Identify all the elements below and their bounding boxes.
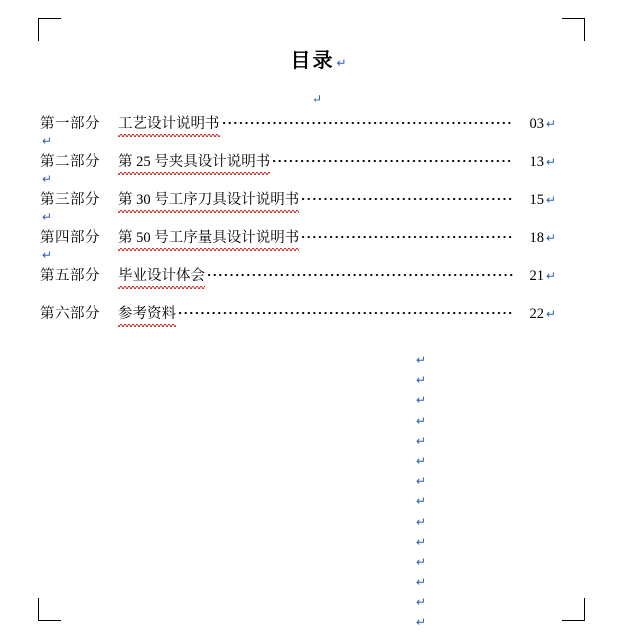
spellcheck-underline bbox=[118, 248, 299, 251]
toc-entry-text[interactable] bbox=[118, 226, 301, 247]
paragraph-mark-icon: ↵ bbox=[415, 494, 427, 509]
trailing-empty-paragraphs bbox=[411, 350, 431, 633]
spellcheck-underline bbox=[118, 324, 176, 327]
table-of-contents bbox=[40, 112, 560, 340]
paragraph-mark-icon: ↵ bbox=[546, 269, 557, 283]
toc-part-label: 第三部分 bbox=[40, 192, 100, 208]
paragraph-mark-icon: ↵ bbox=[415, 393, 427, 408]
leader-dot-row bbox=[273, 160, 513, 162]
toc-part-label: 第五部分 bbox=[40, 268, 100, 284]
paragraph-mark-icon: ↵ bbox=[415, 433, 427, 448]
toc-page-number: 13 bbox=[529, 154, 544, 170]
toc-entry-text[interactable] bbox=[118, 150, 272, 171]
toc-entry-text[interactable] bbox=[118, 264, 207, 285]
leader-dot-row bbox=[208, 274, 513, 276]
toc-spacer-paragraph bbox=[40, 325, 560, 340]
toc-entry-label: 参考资料 bbox=[118, 306, 176, 322]
toc-row[interactable] bbox=[40, 302, 560, 325]
toc-entry-label: 第 50 号工序量具设计说明书 bbox=[118, 230, 300, 246]
toc-row[interactable] bbox=[40, 112, 560, 135]
toc-spacer-paragraph bbox=[40, 135, 560, 150]
toc-part-label: 第六部分 bbox=[40, 306, 100, 322]
toc-page-number: 22 bbox=[529, 306, 544, 322]
toc-page-number: 15 bbox=[529, 192, 544, 208]
page-title-text: 目录 bbox=[290, 50, 335, 72]
toc-spacer-paragraph bbox=[40, 287, 560, 302]
toc-spacer-paragraph bbox=[40, 249, 560, 264]
paragraph-mark-icon: ↵ bbox=[415, 595, 427, 610]
toc-spacer-paragraph bbox=[40, 173, 560, 188]
toc-entry-label: 毕业设计体会 bbox=[118, 268, 205, 284]
toc-entry-text[interactable] bbox=[118, 188, 301, 209]
paragraph-mark-icon: ↵ bbox=[546, 307, 557, 321]
spellcheck-underline bbox=[118, 172, 270, 175]
leader-dot-row bbox=[179, 312, 513, 314]
crop-mark-bottom-right bbox=[562, 598, 585, 621]
paragraph-mark-icon: ↵ bbox=[336, 56, 349, 70]
paragraph-mark-icon: ↵ bbox=[546, 193, 557, 207]
toc-leader-dots bbox=[223, 114, 514, 128]
crop-mark-top-left bbox=[38, 18, 61, 41]
toc-entry-text[interactable] bbox=[118, 112, 222, 133]
leader-dot-row bbox=[223, 122, 514, 124]
paragraph-mark-icon: ↵ bbox=[415, 514, 427, 529]
crop-mark-top-right bbox=[562, 18, 585, 41]
toc-leader-dots bbox=[302, 190, 513, 204]
toc-entry-label: 第 30 号工序刀具设计说明书 bbox=[118, 192, 300, 208]
crop-mark-bottom-left bbox=[38, 598, 61, 621]
toc-page-number: 21 bbox=[529, 268, 544, 284]
paragraph-mark-icon: ↵ bbox=[546, 231, 557, 245]
paragraph-mark-icon: ↵ bbox=[546, 155, 557, 169]
toc-page-number: 03 bbox=[529, 116, 544, 132]
paragraph-mark-icon: ↵ bbox=[415, 413, 427, 428]
toc-row[interactable] bbox=[40, 188, 560, 211]
leader-dot-row bbox=[302, 198, 513, 200]
page-title bbox=[0, 44, 639, 73]
empty-paragraph-mark: ↵ bbox=[312, 92, 323, 106]
toc-leader-dots bbox=[179, 304, 513, 318]
paragraph-mark-icon: ↵ bbox=[546, 117, 557, 131]
toc-entry-label: 第 25 号夹具设计说明书 bbox=[118, 154, 271, 170]
toc-leader-dots bbox=[208, 266, 513, 280]
paragraph-mark-icon: ↵ bbox=[415, 453, 427, 468]
toc-part-label: 第四部分 bbox=[40, 230, 100, 246]
toc-leader-dots bbox=[302, 228, 513, 242]
toc-part-label: 第二部分 bbox=[40, 154, 100, 170]
paragraph-mark-icon: ↵ bbox=[415, 534, 427, 549]
toc-page-number: 18 bbox=[529, 230, 544, 246]
toc-entry-text[interactable] bbox=[118, 302, 178, 323]
paragraph-mark-icon: ↵ bbox=[415, 575, 427, 590]
toc-entry-label: 工艺设计说明书 bbox=[118, 116, 220, 132]
toc-part-label: 第一部分 bbox=[40, 116, 100, 132]
paragraph-mark-icon: ↵ bbox=[42, 172, 53, 186]
paragraph-mark-icon: ↵ bbox=[42, 248, 53, 262]
toc-row[interactable] bbox=[40, 226, 560, 249]
paragraph-mark-icon: ↵ bbox=[415, 373, 427, 388]
paragraph-mark-icon: ↵ bbox=[42, 210, 53, 224]
paragraph-mark-icon: ↵ bbox=[415, 554, 427, 569]
paragraph-mark-icon: ↵ bbox=[415, 353, 427, 367]
toc-row[interactable] bbox=[40, 150, 560, 173]
spellcheck-underline bbox=[118, 286, 205, 289]
paragraph-mark-icon: ↵ bbox=[415, 474, 427, 489]
paragraph-mark-icon: ↵ bbox=[42, 134, 53, 148]
paragraph-mark-icon: ↵ bbox=[415, 615, 427, 630]
spellcheck-underline bbox=[118, 134, 220, 137]
toc-row[interactable] bbox=[40, 264, 560, 287]
leader-dot-row bbox=[302, 236, 513, 238]
toc-leader-dots bbox=[273, 152, 513, 166]
toc-spacer-paragraph bbox=[40, 211, 560, 226]
spellcheck-underline bbox=[118, 210, 299, 213]
